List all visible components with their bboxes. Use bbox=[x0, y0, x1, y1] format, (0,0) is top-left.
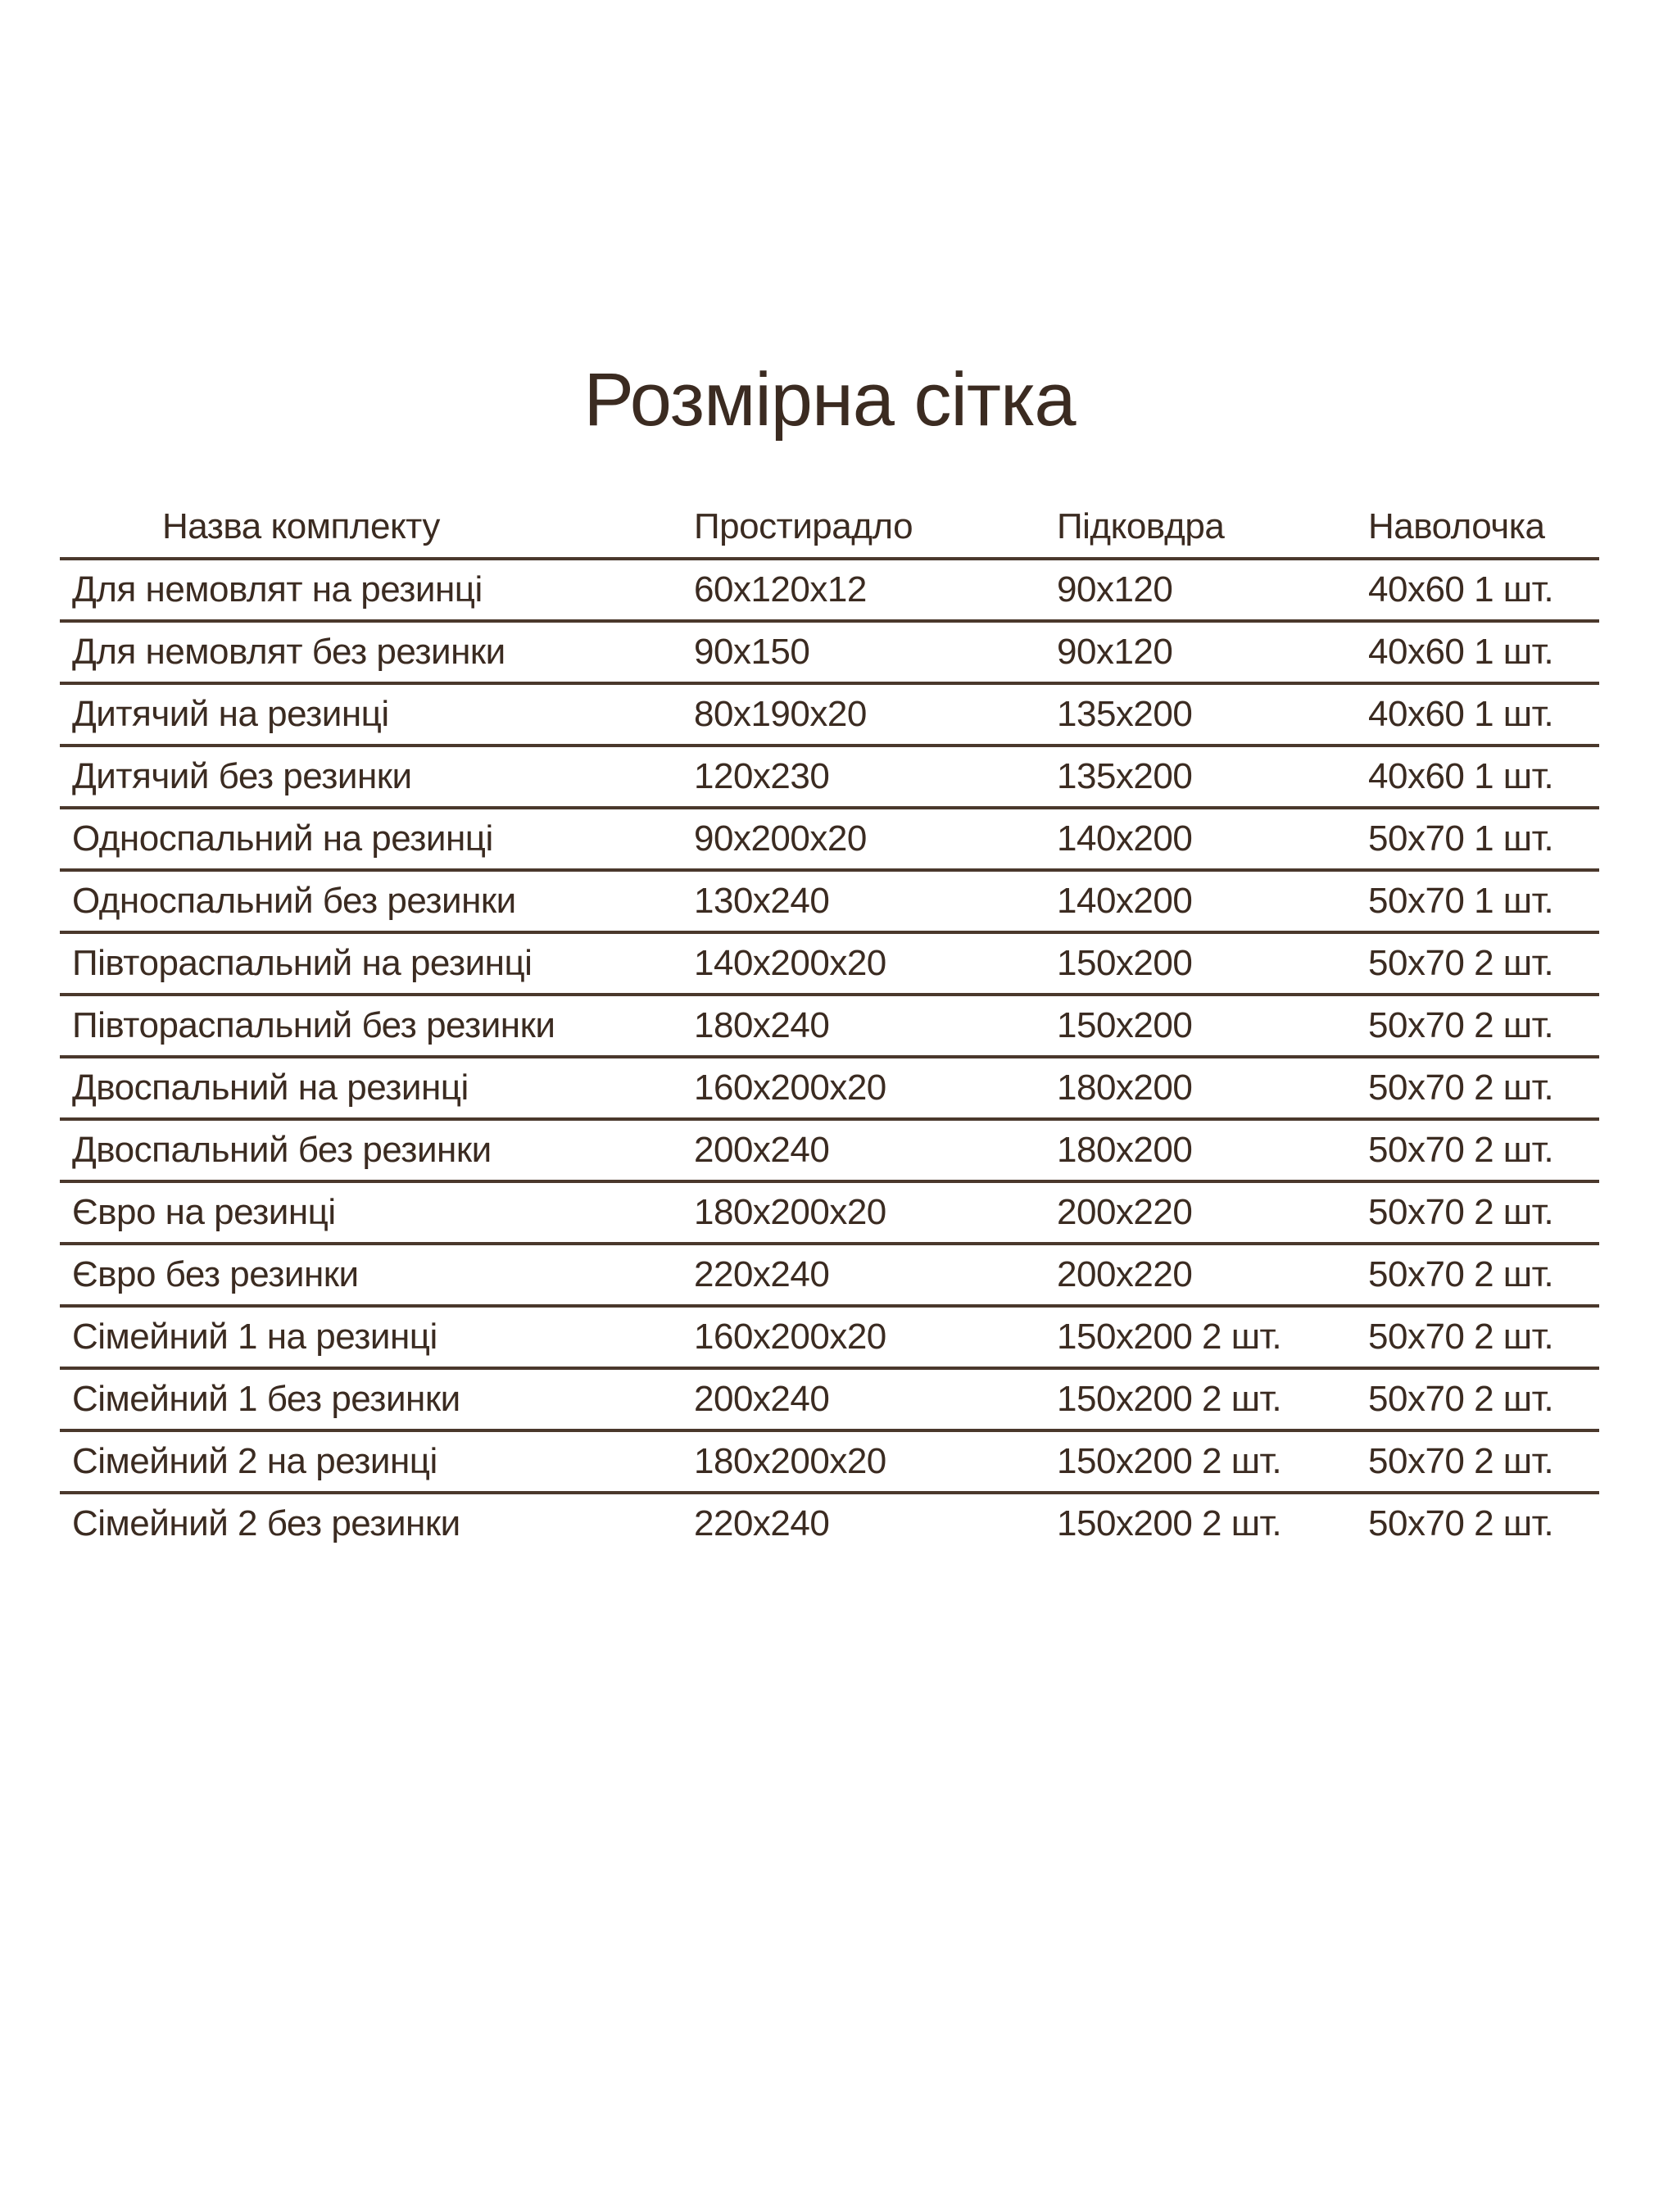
cell-pillowcase: 50х70 1 шт. bbox=[1368, 881, 1554, 921]
table-row bbox=[60, 993, 1599, 1055]
cell-duvet: 180х200 bbox=[1057, 1130, 1193, 1170]
cell-sheet: 200х240 bbox=[694, 1130, 830, 1170]
cell-set-name: Сімейний 2 на резинці bbox=[72, 1441, 437, 1481]
cell-pillowcase: 40х60 1 шт. bbox=[1368, 569, 1554, 610]
cell-duvet: 150х200 bbox=[1057, 943, 1193, 983]
table-row bbox=[60, 1491, 1599, 1553]
cell-pillowcase: 40х60 1 шт. bbox=[1368, 694, 1554, 734]
column-header-set-name: Назва комплекту bbox=[162, 505, 440, 546]
table-row bbox=[60, 868, 1599, 931]
cell-duvet: 150х200 2 шт. bbox=[1057, 1317, 1282, 1357]
cell-set-name: Для немовлят на резинці bbox=[72, 569, 483, 610]
cell-sheet: 160х200х20 bbox=[694, 1067, 886, 1108]
cell-set-name: Півтораспальний без резинки bbox=[72, 1005, 555, 1045]
cell-pillowcase: 50х70 2 шт. bbox=[1368, 1317, 1554, 1357]
table-row bbox=[60, 682, 1599, 744]
cell-pillowcase: 50х70 2 шт. bbox=[1368, 1005, 1554, 1045]
cell-set-name: Сімейний 2 без резинки bbox=[72, 1503, 460, 1543]
cell-pillowcase: 50х70 2 шт. bbox=[1368, 1441, 1554, 1481]
cell-sheet: 60х120х12 bbox=[694, 569, 867, 610]
cell-pillowcase: 50х70 2 шт. bbox=[1368, 1130, 1554, 1170]
table-row bbox=[60, 557, 1599, 619]
column-header-duvet: Підковдра bbox=[1057, 505, 1225, 546]
cell-sheet: 90х150 bbox=[694, 632, 810, 672]
cell-sheet: 160х200х20 bbox=[694, 1317, 886, 1357]
cell-sheet: 130х240 bbox=[694, 881, 830, 921]
table-row bbox=[60, 744, 1599, 806]
cell-pillowcase: 50х70 2 шт. bbox=[1368, 1379, 1554, 1419]
cell-duvet: 180х200 bbox=[1057, 1067, 1193, 1108]
cell-set-name: Двоспальний на резинці bbox=[72, 1067, 469, 1108]
table-row bbox=[60, 619, 1599, 682]
cell-sheet: 180х200х20 bbox=[694, 1441, 886, 1481]
cell-duvet: 150х200 2 шт. bbox=[1057, 1379, 1282, 1419]
cell-sheet: 80х190х20 bbox=[694, 694, 867, 734]
size-table bbox=[60, 496, 1599, 1553]
cell-set-name: Двоспальний без резинки bbox=[72, 1130, 492, 1170]
table-row bbox=[60, 1367, 1599, 1429]
cell-duvet: 150х200 bbox=[1057, 1005, 1193, 1045]
cell-sheet: 220х240 bbox=[694, 1254, 830, 1294]
cell-pillowcase: 50х70 2 шт. bbox=[1368, 943, 1554, 983]
cell-pillowcase: 50х70 2 шт. bbox=[1368, 1067, 1554, 1108]
cell-duvet: 90х120 bbox=[1057, 632, 1173, 672]
cell-set-name: Для немовлят без резинки bbox=[72, 632, 505, 672]
cell-set-name: Дитячий без резинки bbox=[72, 756, 412, 796]
cell-duvet: 200х220 bbox=[1057, 1254, 1193, 1294]
table-row bbox=[60, 1242, 1599, 1304]
cell-sheet: 180х240 bbox=[694, 1005, 830, 1045]
cell-pillowcase: 40х60 1 шт. bbox=[1368, 632, 1554, 672]
cell-set-name: Сімейний 1 на резинці bbox=[72, 1317, 437, 1357]
cell-pillowcase: 50х70 2 шт. bbox=[1368, 1503, 1554, 1543]
cell-duvet: 150х200 2 шт. bbox=[1057, 1441, 1282, 1481]
cell-set-name: Односпальний на резинці bbox=[72, 818, 493, 859]
cell-set-name: Дитячий на резинці bbox=[72, 694, 389, 734]
column-header-pillowcase: Наволочка bbox=[1368, 505, 1545, 546]
table-row bbox=[60, 1180, 1599, 1242]
table-row bbox=[60, 806, 1599, 868]
cell-set-name: Євро без резинки bbox=[72, 1254, 359, 1294]
table-row bbox=[60, 931, 1599, 993]
table-header-row bbox=[60, 496, 1599, 557]
cell-pillowcase: 40х60 1 шт. bbox=[1368, 756, 1554, 796]
table-row bbox=[60, 1117, 1599, 1180]
column-header-sheet: Простирадло bbox=[694, 505, 913, 546]
cell-sheet: 90х200х20 bbox=[694, 818, 867, 859]
cell-pillowcase: 50х70 2 шт. bbox=[1368, 1192, 1554, 1232]
cell-duvet: 90х120 bbox=[1057, 569, 1173, 610]
cell-set-name: Сімейний 1 без резинки bbox=[72, 1379, 460, 1419]
page-title: Розмірна сітка bbox=[583, 358, 1076, 442]
cell-duvet: 135х200 bbox=[1057, 756, 1193, 796]
cell-sheet: 180х200х20 bbox=[694, 1192, 886, 1232]
cell-duvet: 140х200 bbox=[1057, 881, 1193, 921]
table-row bbox=[60, 1429, 1599, 1491]
cell-duvet: 140х200 bbox=[1057, 818, 1193, 859]
cell-sheet: 140х200х20 bbox=[694, 943, 886, 983]
cell-pillowcase: 50х70 1 шт. bbox=[1368, 818, 1554, 859]
table-row bbox=[60, 1304, 1599, 1367]
cell-sheet: 200х240 bbox=[694, 1379, 830, 1419]
cell-duvet: 150х200 2 шт. bbox=[1057, 1503, 1282, 1543]
cell-set-name: Півтораспальний на резинці bbox=[72, 943, 533, 983]
cell-sheet: 120х230 bbox=[694, 756, 830, 796]
cell-duvet: 200х220 bbox=[1057, 1192, 1193, 1232]
cell-set-name: Євро на резинці bbox=[72, 1192, 336, 1232]
cell-sheet: 220х240 bbox=[694, 1503, 830, 1543]
cell-duvet: 135х200 bbox=[1057, 694, 1193, 734]
table-row bbox=[60, 1055, 1599, 1117]
cell-pillowcase: 50х70 2 шт. bbox=[1368, 1254, 1554, 1294]
cell-set-name: Односпальний без резинки bbox=[72, 881, 516, 921]
